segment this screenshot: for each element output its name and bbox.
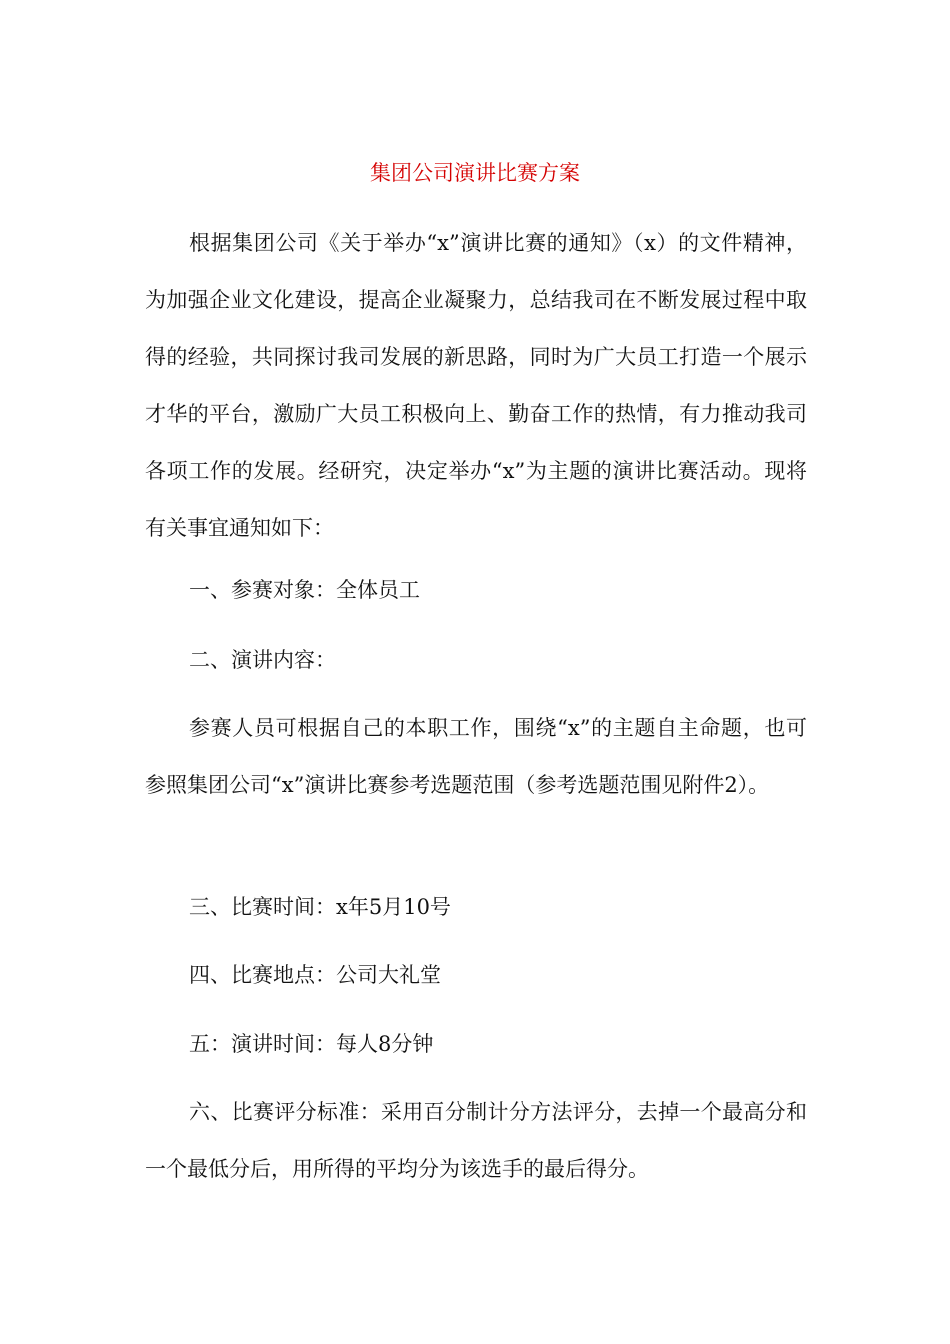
- section-scoring: 六、比赛评分标准：采用百分制计分方法评分，去掉一个最高分和一个最低分后，用所得的平均分为该选手的最后得分。: [145, 1100, 807, 1181]
- section-content-body: 参赛人员可根据自己的本职工作，围绕“x”的主题自主命题，也可参照集团公司“x”演讲比赛参考选题范围（参考选题范围见附件2）。: [145, 716, 807, 797]
- section-content-heading: 二、演讲内容：: [189, 648, 336, 672]
- section-time: 三、比赛时间：x年5月10号: [189, 895, 451, 919]
- document-title: 集团公司演讲比赛方案: [370, 161, 580, 185]
- section-venue: 四、比赛地点：公司大礼堂: [189, 963, 441, 987]
- section-participants: 一、参赛对象：全体员工: [189, 578, 420, 602]
- intro-paragraph: 根据集团公司《关于举办“x”演讲比赛的通知》（x）的文件精神，为加强企业文化建设，提高企业凝聚力，总结我司在不断发展过程中取得的经验，共同探讨我司发展的新思路，同时为广大员工打造一个展示才华的平台，激励广大员工积极向上、勤奋工作的热情，有力推动我司各项工作的发展。经研究，决定举办“x”为主题的演讲比赛活动。现将有关事宜通知如下：: [145, 231, 807, 540]
- section-speech-duration: 五：演讲时间：每人8分钟: [189, 1032, 434, 1056]
